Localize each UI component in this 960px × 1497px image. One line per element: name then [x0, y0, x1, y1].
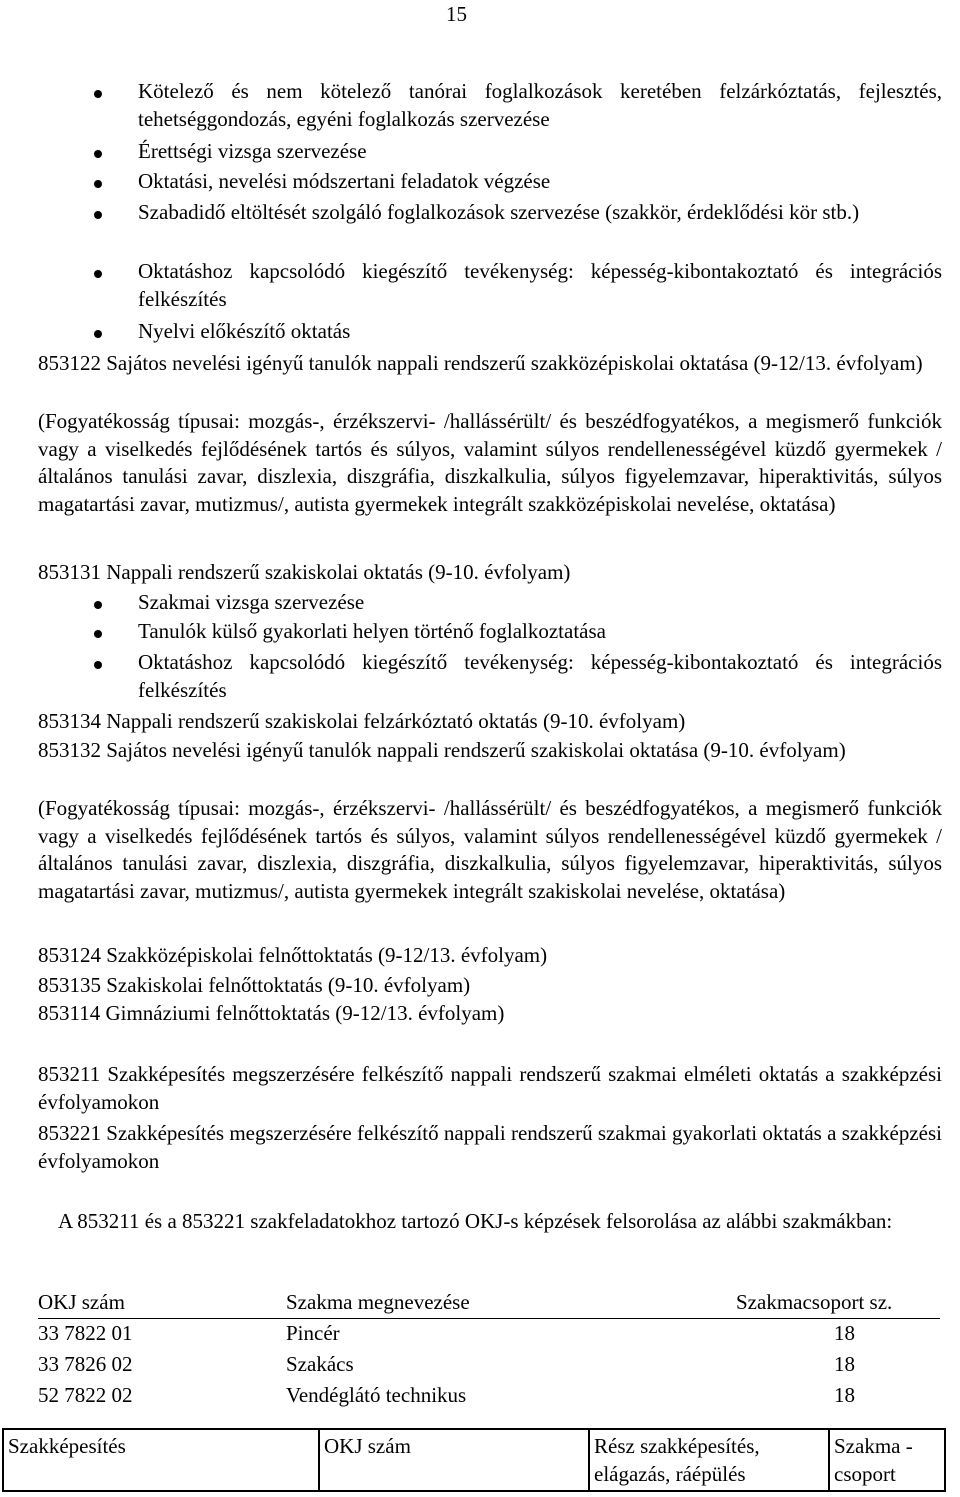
bullet-text: Szakmai vizsga szervezése — [138, 590, 365, 614]
bullet-text: Szabadidő eltöltését szolgáló foglalkozások szervezése (szakkör, érdeklődési kör stb.) — [138, 200, 860, 224]
bullet-text: Kötelező és nem kötelező tanórai foglalkozások keretében felzárkóztatás, fejlesztés, tehetséggondozás, egyéni foglalkozás szervezése — [138, 79, 942, 131]
profession-name: Szakács — [286, 1352, 354, 1376]
profession-group: 18 — [834, 1352, 855, 1376]
table-header-cell: OKJ szám — [319, 1429, 589, 1491]
bullet-item — [80, 138, 942, 166]
bullet-dot — [94, 150, 102, 158]
bullet-text: Érettségi vizsga szervezése — [138, 139, 367, 163]
qualification-header-row — [3, 1429, 945, 1491]
bullet-dot — [94, 661, 102, 669]
section-853114: 853114 Gimnáziumi felnőttoktatás (9-12/13. évfolyam) — [38, 1001, 505, 1025]
bullet-dot — [94, 330, 102, 338]
bullet-text: Oktatáshoz kapcsolódó kiegészítő tevékenység: képesség-kibontakoztató és integrációs felkészítés — [138, 650, 942, 702]
bullet-item — [80, 199, 942, 227]
okj-intro: A 853211 és a 853221 szakfeladatokhoz tartozó OKJ-s képzések felsorolása az alábbi szakmákban: — [58, 1209, 893, 1233]
table-header-cell: Szakképesítés — [3, 1429, 319, 1491]
qualification-table — [2, 1428, 946, 1492]
bullet-dot — [94, 90, 102, 98]
bullet-item — [80, 78, 942, 133]
header-underline — [38, 1318, 940, 1319]
table-row — [38, 1383, 940, 1414]
section-853131: 853131 Nappali rendszerű szakiskolai oktatás (9-10. évfolyam) — [38, 560, 571, 584]
section-853124: 853124 Szakközépiskolai felnőttoktatás (9-12/13. évfolyam) — [38, 943, 548, 967]
bullet-dot — [94, 601, 102, 609]
bullet-text: Nyelvi előkészítő oktatás — [138, 319, 351, 343]
okj-code: 52 7822 02 — [38, 1383, 133, 1407]
bullet-item — [80, 649, 942, 704]
profession-group: 18 — [834, 1383, 855, 1407]
table-header-cell: Rész szakképesítés, elágazás, ráépülés — [589, 1429, 829, 1491]
okj-code: 33 7826 02 — [38, 1352, 133, 1376]
bullet-item — [80, 258, 942, 313]
section-853132: 853132 Sajátos nevelési igényű tanulók nappali rendszerű szakiskolai oktatása (9-10. évfolyam) — [38, 738, 846, 762]
bullet-dot — [94, 630, 102, 638]
okj-col-header: Szakmacsoport sz. — [736, 1290, 893, 1314]
bullet-text: Oktatási, nevelési módszertani feladatok végzése — [138, 169, 551, 193]
disability-types-2: (Fogyatékosság típusai: mozgás-, érzékszervi- /hallássérült/ és beszédfogyatékos, a megismerő funkciók vagy a viselkedés fejlődésének tartós és súlyos, valamint súlyos rendellenességével küzdő gyermekek /általános tanulási zavar, diszlexia, diszgráfia, diszkalkulia, súlyos figyelemzavar, hiperaktivitás, súlyos magatartási zavar, mutizmus/, autista gyermekek integrált szakiskolai nevelése, oktatása) — [38, 796, 942, 903]
okj-code: 33 7822 01 — [38, 1321, 133, 1345]
okj-col-header: OKJ szám — [38, 1290, 125, 1314]
section-853221: 853221 Szakképesítés megszerzésére felkészítő nappali rendszerű szakmai gyakorlati oktatás a szakképzési évfolyamokon — [38, 1121, 942, 1173]
bullet-text: Tanulók külső gyakorlati helyen történő foglalkoztatása — [138, 619, 606, 643]
page-number: 15 — [446, 2, 467, 26]
section-853211: 853211 Szakképesítés megszerzésére felkészítő nappali rendszerű szakmai elméleti oktatás a szakképzési évfolyamokon — [38, 1062, 942, 1114]
bullet-dot — [94, 270, 102, 278]
bullet-dot — [94, 180, 102, 188]
bullet-item — [80, 589, 942, 617]
table-row — [38, 1352, 940, 1383]
okj-header-row — [38, 1290, 940, 1321]
okj-table — [38, 1290, 940, 1414]
bullet-item — [80, 168, 942, 196]
section-853134: 853134 Nappali rendszerű szakiskolai felzárkóztató oktatás (9-10. évfolyam) — [38, 709, 686, 733]
bullet-item — [80, 618, 942, 646]
bullet-dot — [94, 211, 102, 219]
bullet-text: Oktatáshoz kapcsolódó kiegészítő tevékenység: képesség-kibontakoztató és integrációs felkészítés — [138, 259, 942, 311]
profession-group: 18 — [834, 1321, 855, 1345]
table-row — [38, 1321, 940, 1352]
profession-name: Pincér — [286, 1321, 340, 1345]
okj-col-header: Szakma megnevezése — [286, 1290, 470, 1314]
table-header-cell: Szakma -csoport — [829, 1429, 945, 1491]
profession-name: Vendéglátó technikus — [286, 1383, 467, 1407]
disability-types-1: (Fogyatékosság típusai: mozgás-, érzékszervi- /hallássérült/ és beszédfogyatékos, a megismerő funkciók vagy a viselkedés fejlődésének tartós és súlyos, valamint súlyos rendellenességével küzdő gyermekek /általános tanulási zavar, diszlexia, diszgráfia, diszkalkulia, súlyos figyelemzavar, hiperaktivitás, súlyos magatartási zavar, mutizmus/, autista gyermekek integrált szakközépiskolai nevelése, oktatása) — [38, 409, 942, 516]
bullet-item — [80, 318, 942, 346]
section-853122: 853122 Sajátos nevelési igényű tanulók nappali rendszerű szakközépiskolai oktatása (9-12/13. évfolyam) — [38, 351, 923, 375]
section-853135: 853135 Szakiskolai felnőttoktatás (9-10. évfolyam) — [38, 973, 471, 997]
